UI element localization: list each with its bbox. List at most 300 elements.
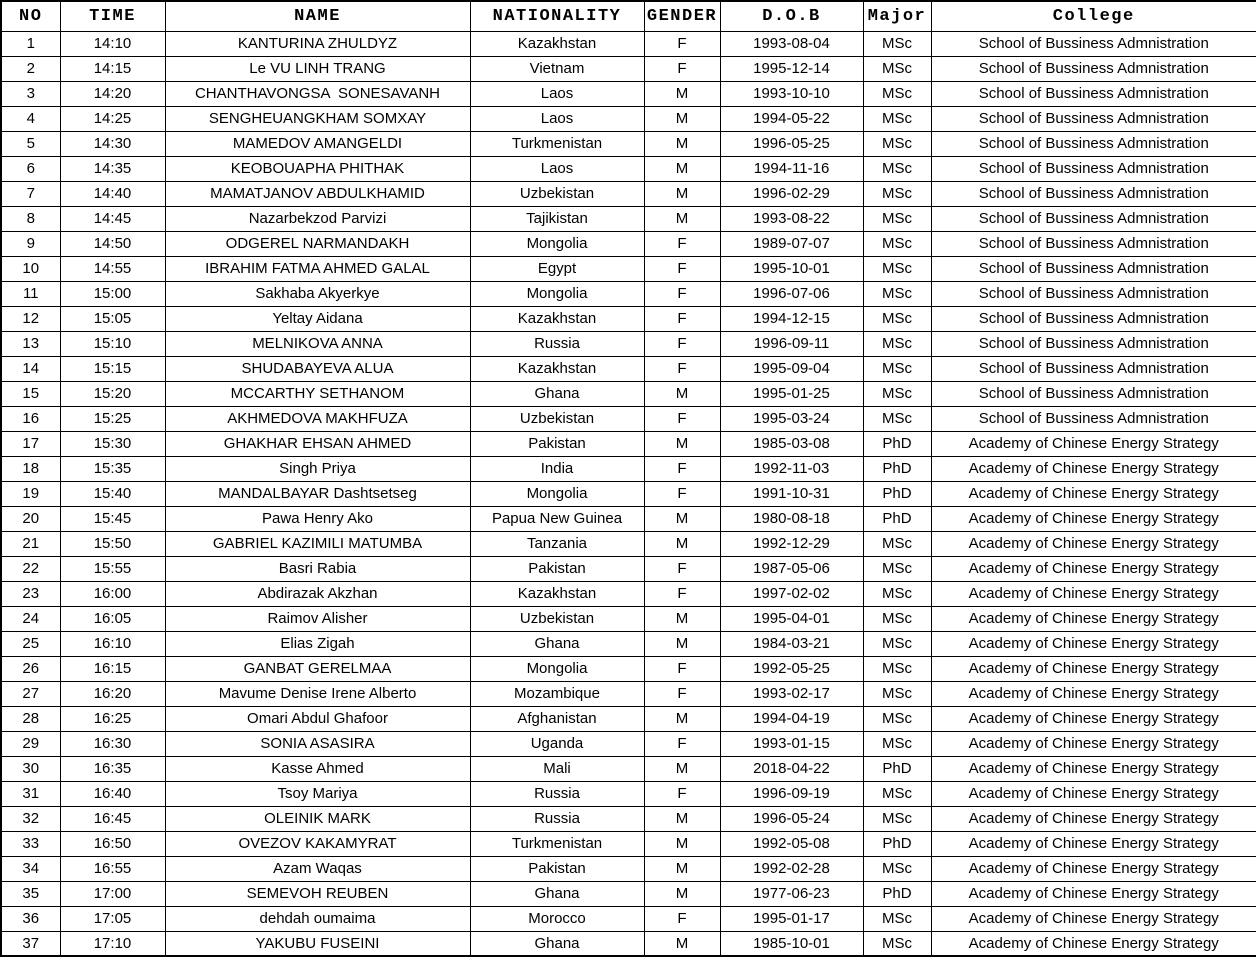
cell-dob: 1993-02-17 xyxy=(720,681,863,706)
cell-nationality: Uzbekistan xyxy=(470,406,644,431)
table-row xyxy=(1,881,1256,906)
cell-time: 14:30 xyxy=(60,131,165,156)
cell-no: 35 xyxy=(1,881,60,906)
cell-no: 14 xyxy=(1,356,60,381)
cell-no: 10 xyxy=(1,256,60,281)
cell-dob: 1992-05-25 xyxy=(720,656,863,681)
cell-name: OLEINIK MARK xyxy=(165,806,470,831)
cell-major: MSc xyxy=(863,706,931,731)
cell-name: MAMEDOV AMANGELDI xyxy=(165,131,470,156)
cell-college: Academy of Chinese Energy Strategy xyxy=(931,581,1256,606)
cell-college: Academy of Chinese Energy Strategy xyxy=(931,906,1256,931)
cell-major: PhD xyxy=(863,481,931,506)
cell-time: 15:50 xyxy=(60,531,165,556)
cell-gender: M xyxy=(644,131,720,156)
cell-college: Academy of Chinese Energy Strategy xyxy=(931,656,1256,681)
cell-gender: M xyxy=(644,431,720,456)
cell-gender: M xyxy=(644,181,720,206)
table-row xyxy=(1,806,1256,831)
cell-name: SHUDABAYEVA ALUA xyxy=(165,356,470,381)
cell-nationality: Laos xyxy=(470,156,644,181)
cell-college: Academy of Chinese Energy Strategy xyxy=(931,931,1256,956)
cell-time: 17:10 xyxy=(60,931,165,956)
cell-dob: 1996-09-11 xyxy=(720,331,863,356)
table-row xyxy=(1,931,1256,956)
cell-gender: M xyxy=(644,631,720,656)
cell-name: Basri Rabia xyxy=(165,556,470,581)
cell-major: MSc xyxy=(863,406,931,431)
cell-time: 15:55 xyxy=(60,556,165,581)
header-row xyxy=(1,1,1256,31)
cell-college: School of Bussiness Admnistration xyxy=(931,331,1256,356)
cell-no: 37 xyxy=(1,931,60,956)
cell-college: Academy of Chinese Energy Strategy xyxy=(931,606,1256,631)
cell-name: YAKUBU FUSEINI xyxy=(165,931,470,956)
table-row xyxy=(1,781,1256,806)
cell-dob: 1987-05-06 xyxy=(720,556,863,581)
table-row xyxy=(1,231,1256,256)
cell-dob: 1997-02-02 xyxy=(720,581,863,606)
cell-major: MSc xyxy=(863,306,931,331)
table-row xyxy=(1,581,1256,606)
cell-no: 17 xyxy=(1,431,60,456)
cell-college: School of Bussiness Admnistration xyxy=(931,81,1256,106)
table-row xyxy=(1,56,1256,81)
cell-dob: 1996-09-19 xyxy=(720,781,863,806)
cell-no: 25 xyxy=(1,631,60,656)
cell-college: School of Bussiness Admnistration xyxy=(931,231,1256,256)
cell-nationality: Tanzania xyxy=(470,531,644,556)
cell-nationality: Mali xyxy=(470,756,644,781)
cell-nationality: Kazakhstan xyxy=(470,306,644,331)
table-body xyxy=(1,31,1256,956)
cell-major: MSc xyxy=(863,681,931,706)
cell-gender: F xyxy=(644,581,720,606)
cell-nationality: Mongolia xyxy=(470,656,644,681)
cell-college: Academy of Chinese Energy Strategy xyxy=(931,531,1256,556)
cell-time: 17:05 xyxy=(60,906,165,931)
cell-college: Academy of Chinese Energy Strategy xyxy=(931,881,1256,906)
cell-major: MSc xyxy=(863,531,931,556)
cell-nationality: Turkmenistan xyxy=(470,131,644,156)
cell-gender: M xyxy=(644,506,720,531)
column-header-major: Major xyxy=(863,1,931,31)
cell-major: PhD xyxy=(863,831,931,856)
cell-no: 8 xyxy=(1,206,60,231)
cell-nationality: Russia xyxy=(470,331,644,356)
cell-no: 18 xyxy=(1,456,60,481)
cell-time: 16:15 xyxy=(60,656,165,681)
cell-gender: F xyxy=(644,731,720,756)
cell-gender: F xyxy=(644,56,720,81)
cell-college: School of Bussiness Admnistration xyxy=(931,156,1256,181)
cell-name: IBRAHIM FATMA AHMED GALAL xyxy=(165,256,470,281)
cell-major: PhD xyxy=(863,456,931,481)
column-header-dob: D.O.B xyxy=(720,1,863,31)
cell-college: School of Bussiness Admnistration xyxy=(931,206,1256,231)
cell-major: MSc xyxy=(863,381,931,406)
cell-time: 14:45 xyxy=(60,206,165,231)
cell-college: Academy of Chinese Energy Strategy xyxy=(931,856,1256,881)
cell-gender: M xyxy=(644,831,720,856)
cell-college: School of Bussiness Admnistration xyxy=(931,131,1256,156)
cell-dob: 1989-07-07 xyxy=(720,231,863,256)
cell-gender: F xyxy=(644,256,720,281)
cell-dob: 1994-05-22 xyxy=(720,106,863,131)
cell-no: 9 xyxy=(1,231,60,256)
cell-gender: M xyxy=(644,106,720,131)
cell-name: ODGEREL NARMANDAKH xyxy=(165,231,470,256)
cell-gender: M xyxy=(644,156,720,181)
cell-major: PhD xyxy=(863,506,931,531)
cell-name: OVEZOV KAKAMYRAT xyxy=(165,831,470,856)
cell-dob: 1993-10-10 xyxy=(720,81,863,106)
cell-college: School of Bussiness Admnistration xyxy=(931,306,1256,331)
table-row xyxy=(1,281,1256,306)
cell-nationality: Ghana xyxy=(470,931,644,956)
cell-nationality: Tajikistan xyxy=(470,206,644,231)
cell-dob: 1993-08-04 xyxy=(720,31,863,56)
cell-college: Academy of Chinese Energy Strategy xyxy=(931,456,1256,481)
cell-major: MSc xyxy=(863,631,931,656)
table-row xyxy=(1,31,1256,56)
cell-time: 16:20 xyxy=(60,681,165,706)
cell-gender: F xyxy=(644,781,720,806)
cell-no: 4 xyxy=(1,106,60,131)
cell-no: 6 xyxy=(1,156,60,181)
cell-time: 15:15 xyxy=(60,356,165,381)
cell-name: AKHMEDOVA MAKHFUZA xyxy=(165,406,470,431)
cell-time: 16:40 xyxy=(60,781,165,806)
cell-gender: F xyxy=(644,481,720,506)
cell-dob: 1995-01-25 xyxy=(720,381,863,406)
cell-no: 1 xyxy=(1,31,60,56)
cell-major: MSc xyxy=(863,356,931,381)
cell-name: Le VU LINH TRANG xyxy=(165,56,470,81)
cell-no: 32 xyxy=(1,806,60,831)
cell-gender: F xyxy=(644,356,720,381)
cell-dob: 1991-10-31 xyxy=(720,481,863,506)
cell-major: MSc xyxy=(863,231,931,256)
table-row xyxy=(1,456,1256,481)
cell-nationality: Uzbekistan xyxy=(470,181,644,206)
cell-no: 19 xyxy=(1,481,60,506)
cell-major: PhD xyxy=(863,756,931,781)
cell-nationality: Kazakhstan xyxy=(470,31,644,56)
cell-dob: 1995-03-24 xyxy=(720,406,863,431)
cell-gender: F xyxy=(644,681,720,706)
cell-dob: 1985-10-01 xyxy=(720,931,863,956)
cell-nationality: Pakistan xyxy=(470,556,644,581)
cell-time: 16:35 xyxy=(60,756,165,781)
cell-college: School of Bussiness Admnistration xyxy=(931,56,1256,81)
cell-dob: 1992-11-03 xyxy=(720,456,863,481)
cell-dob: 1992-05-08 xyxy=(720,831,863,856)
table-row xyxy=(1,506,1256,531)
cell-name: Mavume Denise Irene Alberto xyxy=(165,681,470,706)
cell-name: MAMATJANOV ABDULKHAMID xyxy=(165,181,470,206)
cell-no: 24 xyxy=(1,606,60,631)
cell-no: 34 xyxy=(1,856,60,881)
cell-college: Academy of Chinese Energy Strategy xyxy=(931,706,1256,731)
cell-gender: F xyxy=(644,281,720,306)
cell-gender: M xyxy=(644,81,720,106)
cell-major: MSc xyxy=(863,131,931,156)
table-row xyxy=(1,731,1256,756)
cell-gender: M xyxy=(644,706,720,731)
cell-time: 15:05 xyxy=(60,306,165,331)
cell-name: KANTURINA ZHULDYZ xyxy=(165,31,470,56)
cell-nationality: Vietnam xyxy=(470,56,644,81)
cell-time: 16:45 xyxy=(60,806,165,831)
cell-no: 2 xyxy=(1,56,60,81)
cell-college: Academy of Chinese Energy Strategy xyxy=(931,781,1256,806)
cell-gender: F xyxy=(644,656,720,681)
cell-name: Kasse Ahmed xyxy=(165,756,470,781)
cell-major: MSc xyxy=(863,56,931,81)
cell-time: 14:25 xyxy=(60,106,165,131)
cell-dob: 1980-08-18 xyxy=(720,506,863,531)
cell-no: 26 xyxy=(1,656,60,681)
cell-college: Academy of Chinese Energy Strategy xyxy=(931,806,1256,831)
cell-college: School of Bussiness Admnistration xyxy=(931,281,1256,306)
cell-gender: M xyxy=(644,531,720,556)
cell-college: School of Bussiness Admnistration xyxy=(931,181,1256,206)
cell-dob: 1995-12-14 xyxy=(720,56,863,81)
cell-no: 16 xyxy=(1,406,60,431)
cell-nationality: Russia xyxy=(470,781,644,806)
cell-major: MSc xyxy=(863,156,931,181)
table-row xyxy=(1,206,1256,231)
cell-college: School of Bussiness Admnistration xyxy=(931,406,1256,431)
cell-time: 16:05 xyxy=(60,606,165,631)
cell-dob: 1992-02-28 xyxy=(720,856,863,881)
cell-time: 15:25 xyxy=(60,406,165,431)
cell-gender: F xyxy=(644,31,720,56)
cell-time: 16:55 xyxy=(60,856,165,881)
cell-name: SONIA ASASIRA xyxy=(165,731,470,756)
cell-time: 15:35 xyxy=(60,456,165,481)
table-row xyxy=(1,406,1256,431)
cell-no: 3 xyxy=(1,81,60,106)
table-row xyxy=(1,631,1256,656)
cell-dob: 1984-03-21 xyxy=(720,631,863,656)
table-row xyxy=(1,531,1256,556)
table-row xyxy=(1,156,1256,181)
cell-time: 14:55 xyxy=(60,256,165,281)
table-row xyxy=(1,756,1256,781)
cell-nationality: Morocco xyxy=(470,906,644,931)
cell-dob: 1996-02-29 xyxy=(720,181,863,206)
cell-dob: 1996-07-06 xyxy=(720,281,863,306)
column-header-nationality: NATIONALITY xyxy=(470,1,644,31)
table-row xyxy=(1,706,1256,731)
cell-name: Azam Waqas xyxy=(165,856,470,881)
cell-name: MELNIKOVA ANNA xyxy=(165,331,470,356)
cell-time: 14:10 xyxy=(60,31,165,56)
cell-no: 30 xyxy=(1,756,60,781)
cell-nationality: Uganda xyxy=(470,731,644,756)
cell-major: MSc xyxy=(863,781,931,806)
cell-major: MSc xyxy=(863,106,931,131)
cell-nationality: Laos xyxy=(470,81,644,106)
cell-nationality: Mongolia xyxy=(470,231,644,256)
cell-time: 16:50 xyxy=(60,831,165,856)
cell-dob: 1995-10-01 xyxy=(720,256,863,281)
cell-time: 14:40 xyxy=(60,181,165,206)
cell-name: Sakhaba Akyerkye xyxy=(165,281,470,306)
cell-nationality: Ghana xyxy=(470,881,644,906)
cell-time: 16:00 xyxy=(60,581,165,606)
cell-nationality: Laos xyxy=(470,106,644,131)
cell-time: 14:20 xyxy=(60,81,165,106)
cell-dob: 2018-04-22 xyxy=(720,756,863,781)
table-row xyxy=(1,681,1256,706)
cell-college: School of Bussiness Admnistration xyxy=(931,381,1256,406)
cell-no: 22 xyxy=(1,556,60,581)
cell-no: 23 xyxy=(1,581,60,606)
cell-name: GHAKHAR EHSAN AHMED xyxy=(165,431,470,456)
cell-dob: 1985-03-08 xyxy=(720,431,863,456)
table-row xyxy=(1,106,1256,131)
cell-gender: F xyxy=(644,306,720,331)
cell-no: 15 xyxy=(1,381,60,406)
cell-nationality: Uzbekistan xyxy=(470,606,644,631)
table-row xyxy=(1,331,1256,356)
cell-gender: M xyxy=(644,931,720,956)
cell-name: Elias Zigah xyxy=(165,631,470,656)
cell-major: MSc xyxy=(863,281,931,306)
cell-time: 14:15 xyxy=(60,56,165,81)
cell-college: Academy of Chinese Energy Strategy xyxy=(931,756,1256,781)
cell-college: School of Bussiness Admnistration xyxy=(931,256,1256,281)
cell-no: 21 xyxy=(1,531,60,556)
cell-name: MCCARTHY SETHANOM xyxy=(165,381,470,406)
table-row xyxy=(1,431,1256,456)
cell-major: MSc xyxy=(863,856,931,881)
cell-dob: 1995-04-01 xyxy=(720,606,863,631)
cell-gender: M xyxy=(644,881,720,906)
table-row xyxy=(1,306,1256,331)
cell-nationality: Ghana xyxy=(470,631,644,656)
cell-time: 15:45 xyxy=(60,506,165,531)
cell-nationality: Ghana xyxy=(470,381,644,406)
cell-name: Omari Abdul Ghafoor xyxy=(165,706,470,731)
cell-nationality: Mongolia xyxy=(470,281,644,306)
cell-name: GANBAT GERELMAA xyxy=(165,656,470,681)
cell-nationality: Mozambique xyxy=(470,681,644,706)
cell-name: Abdirazak Akzhan xyxy=(165,581,470,606)
cell-major: MSc xyxy=(863,181,931,206)
cell-time: 15:20 xyxy=(60,381,165,406)
cell-no: 36 xyxy=(1,906,60,931)
cell-college: School of Bussiness Admnistration xyxy=(931,31,1256,56)
cell-nationality: Turkmenistan xyxy=(470,831,644,856)
cell-nationality: India xyxy=(470,456,644,481)
cell-nationality: Egypt xyxy=(470,256,644,281)
column-header-time: TIME xyxy=(60,1,165,31)
cell-time: 17:00 xyxy=(60,881,165,906)
cell-gender: F xyxy=(644,331,720,356)
cell-name: Singh Priya xyxy=(165,456,470,481)
cell-name: KEOBOUAPHA PHITHAK xyxy=(165,156,470,181)
cell-dob: 1994-04-19 xyxy=(720,706,863,731)
cell-gender: M xyxy=(644,606,720,631)
column-header-gender: GENDER xyxy=(644,1,720,31)
cell-dob: 1994-12-15 xyxy=(720,306,863,331)
cell-no: 5 xyxy=(1,131,60,156)
cell-name: CHANTHAVONGSA SONESAVANH xyxy=(165,81,470,106)
table-row xyxy=(1,181,1256,206)
cell-dob: 1995-01-17 xyxy=(720,906,863,931)
cell-major: MSc xyxy=(863,581,931,606)
cell-major: MSc xyxy=(863,331,931,356)
cell-major: PhD xyxy=(863,431,931,456)
cell-major: MSc xyxy=(863,256,931,281)
cell-major: MSc xyxy=(863,806,931,831)
cell-no: 12 xyxy=(1,306,60,331)
cell-gender: M xyxy=(644,381,720,406)
cell-nationality: Kazakhstan xyxy=(470,356,644,381)
cell-college: Academy of Chinese Energy Strategy xyxy=(931,631,1256,656)
cell-gender: F xyxy=(644,456,720,481)
cell-nationality: Mongolia xyxy=(470,481,644,506)
cell-dob: 1996-05-24 xyxy=(720,806,863,831)
cell-no: 20 xyxy=(1,506,60,531)
cell-major: MSc xyxy=(863,906,931,931)
table-row xyxy=(1,356,1256,381)
cell-gender: M xyxy=(644,756,720,781)
cell-major: PhD xyxy=(863,881,931,906)
cell-college: Academy of Chinese Energy Strategy xyxy=(931,556,1256,581)
cell-college: School of Bussiness Admnistration xyxy=(931,106,1256,131)
table-row xyxy=(1,856,1256,881)
cell-dob: 1993-08-22 xyxy=(720,206,863,231)
cell-nationality: Pakistan xyxy=(470,856,644,881)
cell-college: Academy of Chinese Energy Strategy xyxy=(931,831,1256,856)
cell-name: MANDALBAYAR Dashtsetseg xyxy=(165,481,470,506)
cell-time: 15:30 xyxy=(60,431,165,456)
table-row xyxy=(1,906,1256,931)
cell-dob: 1992-12-29 xyxy=(720,531,863,556)
cell-nationality: Papua New Guinea xyxy=(470,506,644,531)
cell-name: Yeltay Aidana xyxy=(165,306,470,331)
cell-time: 14:35 xyxy=(60,156,165,181)
cell-gender: F xyxy=(644,406,720,431)
cell-name: SEMEVOH REUBEN xyxy=(165,881,470,906)
cell-major: MSc xyxy=(863,206,931,231)
cell-dob: 1996-05-25 xyxy=(720,131,863,156)
cell-name: dehdah oumaima xyxy=(165,906,470,931)
cell-name: Tsoy Mariya xyxy=(165,781,470,806)
cell-dob: 1995-09-04 xyxy=(720,356,863,381)
table-row xyxy=(1,131,1256,156)
table-row xyxy=(1,481,1256,506)
cell-major: MSc xyxy=(863,731,931,756)
table-row xyxy=(1,556,1256,581)
cell-dob: 1993-01-15 xyxy=(720,731,863,756)
cell-major: MSc xyxy=(863,656,931,681)
cell-nationality: Russia xyxy=(470,806,644,831)
cell-name: GABRIEL KAZIMILI MATUMBA xyxy=(165,531,470,556)
cell-nationality: Afghanistan xyxy=(470,706,644,731)
cell-major: MSc xyxy=(863,931,931,956)
cell-gender: F xyxy=(644,556,720,581)
cell-dob: 1977-06-23 xyxy=(720,881,863,906)
cell-no: 29 xyxy=(1,731,60,756)
cell-name: SENGHEUANGKHAM SOMXAY xyxy=(165,106,470,131)
table-row xyxy=(1,256,1256,281)
